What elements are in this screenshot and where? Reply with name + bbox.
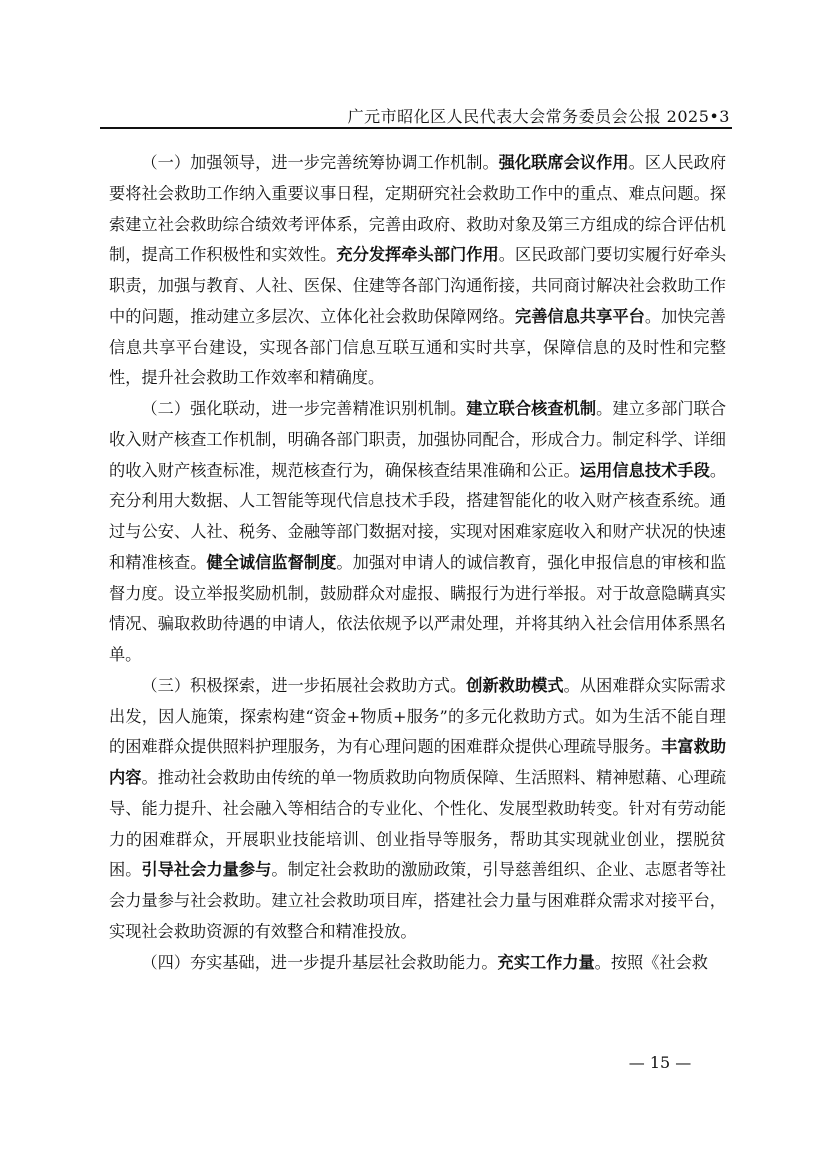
bold-heading: 建立联合核查机制 xyxy=(466,399,597,418)
paragraph-3 xyxy=(109,671,726,948)
paragraph-2 xyxy=(109,394,726,671)
bold-heading: 充分发挥牵头部门作用 xyxy=(336,245,499,265)
bold-heading: 健全诚信监督制度 xyxy=(206,552,337,572)
paragraph-4 xyxy=(109,948,726,979)
body-text: 。从困难群众实际需求出发，因人施策，探索构建“资金+物质+服务”的多元化救助方式。如为生活不能自理的困难群众提供照料护理服务，为有心理问题的困难群众提供心理疏导服务。 xyxy=(109,675,727,757)
body-text: 。充分利用大数据、人工智能等现代信息技术手段，搭建智能化的收入财产核查系统。通过与公安、人社、税务、金融等部门数据对接，实现对困难家庭收入和财产状况的快速和精准核查。 xyxy=(109,460,726,572)
page-header: 广元市昭化区人民代表大会常务委员会公报 2025•3 xyxy=(347,107,730,126)
bold-heading: 丰富救助内容 xyxy=(109,737,727,787)
document-body xyxy=(109,148,726,978)
bold-heading: 充实工作力量 xyxy=(497,952,595,972)
bold-heading: 完善信息共享平台 xyxy=(514,306,645,326)
page-number: — 15 — xyxy=(628,1053,692,1072)
bold-heading: 创新救助模式 xyxy=(466,675,564,695)
paragraph-1 xyxy=(109,148,726,394)
section-heading: （三）积极探索，进一步拓展社会救助方式。 xyxy=(141,675,467,695)
section-heading: （二）强化联动，进一步完善精准识别机制。 xyxy=(141,399,467,418)
body-text: 。按照《社会救 xyxy=(594,952,708,972)
body-text: 。区民政部门要切实履行好牵头职责，加强与教育、人社、医保、住建等各部门沟通衔接，共同商讨解决社会救助工作中的问题，推动建立多层次、立体化社会救助保障网络。 xyxy=(109,245,727,326)
section-heading: （一）加强领导，进一步完善统筹协调工作机制。 xyxy=(141,153,499,172)
body-text: 。区人民政府要将社会救助工作纳入重要议事日程，定期研究社会救助工作中的重点、难点问题。探索建立社会救助综合绩效考评体系，完善由政府、救助对象及第三方组成的综合评估机制，提高工作积极性和实效性。 xyxy=(109,153,727,265)
body-text: 。加快完善信息共享平台建设，实现各部门信息互联互通和实时共享，保障信息的及时性和完整性，提升社会救助工作效率和精确度。 xyxy=(109,306,726,388)
body-text: 。制定社会救助的激励政策，引导慈善组织、企业、志愿者等社会力量参与社会救助。建立社会救助项目库，搭建社会力量与困难群众需求对接平台，实现社会救助资源的有效整合和精准投放。 xyxy=(109,860,727,941)
body-text: 。加强对申请人的诚信教育，强化申报信息的审核和监督力度。设立举报奖励机制，鼓励群众对虚报、瞒报行为进行举报。对于故意隐瞒真实情况、骗取救助待遇的申请人，依法依规予以严肃处理，并将其纳入社会信用体系黑名单。 xyxy=(109,552,727,664)
bold-heading: 强化联席会议作用 xyxy=(498,153,629,172)
bold-heading: 运用信息技术手段 xyxy=(579,460,710,480)
section-heading: （四）夯实基础，进一步提升基层社会救助能力。 xyxy=(141,952,498,972)
body-text: 。推动社会救助由传统的单一物质救助向物质保障、生活照料、精神慰藉、心理疏导、能力提升、社会融入等相结合的专业化、个性化、发展型救助转变。针对有劳动能力的困难群众，开展职业技能培训、创业指导等服务，帮助其实现就业创业，摆脱贫困。 xyxy=(109,768,727,880)
header-rule xyxy=(100,127,732,129)
bold-heading: 引导社会力量参与 xyxy=(141,860,272,880)
body-text: 。建立多部门联合收入财产核查工作机制，明确各部门职责，加强协同配合，形成合力。制定科学、详细的收入财产核查标准，规范核查行为，确保核查结果准确和公正。 xyxy=(109,399,727,480)
